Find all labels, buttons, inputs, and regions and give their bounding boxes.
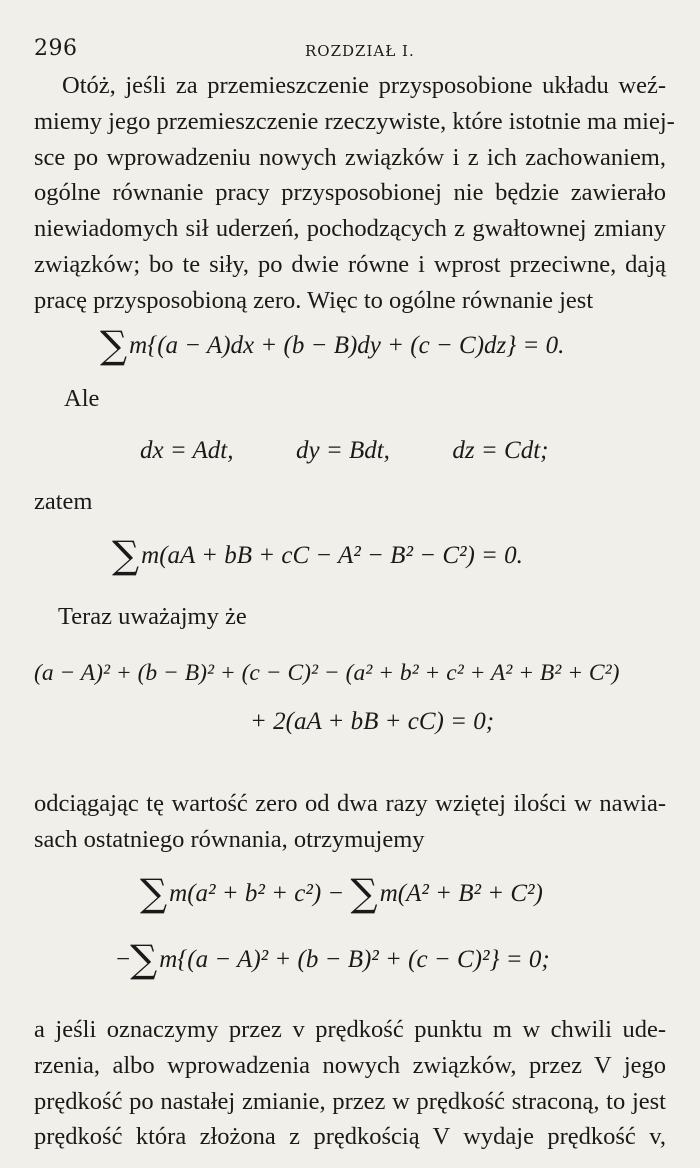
text-line: odciągając tę wartość zero od dwa razy wziętej ilości w nawia- xyxy=(34,790,666,817)
summation-sign: ∑ xyxy=(350,871,378,915)
equation-5a-part2: m(A² + B² + C²) xyxy=(379,880,543,907)
text-line: a jeśli oznaczymy przez v prędkość punktu m w chwili ude- xyxy=(34,1016,666,1043)
paragraph-1 xyxy=(34,68,675,319)
label-ale: Ale xyxy=(64,385,100,412)
text-line: rzenia, albo wprowadzenia nowych związków, przez V jego xyxy=(34,1051,666,1079)
text-line: pracę przysposobioną zero. Więc to ogólne równanie jest xyxy=(34,286,594,314)
equation-5a xyxy=(140,866,543,915)
text-line: prędkość która złożona z prędkością V wydaje prędkość v, xyxy=(34,1123,666,1151)
equation-5b: −∑m{(a − A)² + (b − B)² + (c − C)²} = 0; xyxy=(116,937,550,981)
text-line: związków; bo te siły, po dwie równe i wprost przeciwne, dają xyxy=(34,250,666,278)
text-line: sach ostatniego równania, otrzymujemy xyxy=(34,825,425,853)
running-head: ROZDZIAŁ I. xyxy=(305,42,415,60)
text-line: ogólne równanie pracy przysposobionej nie będzie zawierało xyxy=(34,179,666,207)
equation-4a: (a − A)² + (b − B)² + (c − C)² − (a² + b² + c² + A² + B² + C²) xyxy=(34,660,620,686)
equation-2: dx = Adt, dy = Bdt, dz = Cdt; xyxy=(140,437,549,464)
equation-3 xyxy=(112,528,523,577)
label-teraz: Teraz uważajmy że xyxy=(58,603,247,630)
equation-1 xyxy=(100,318,565,367)
text-line: miemy jego przemieszczenie rzeczywiste, które istotnie ma miej- xyxy=(34,107,675,135)
label-zatem: zatem xyxy=(34,488,93,515)
text-line: Otóż, jeśli za przemieszczenie przysposobione układu weź- xyxy=(62,72,666,99)
equation-4b: + 2(aA + bB + cC) = 0; xyxy=(250,708,495,735)
text-line: prędkość po nastałej zmianie, przez w prędkość straconą, to jest xyxy=(34,1087,666,1115)
summation-sign: ∑ xyxy=(100,323,128,367)
equation-5b-body: m{(a − A)² + (b − B)² + (c − C)²} = 0; xyxy=(159,946,550,973)
equation-1-body: m{(a − A)dx + (b − B)dy + (c − C)dz} = 0. xyxy=(129,332,565,359)
text-line: niewiadomych sił uderzeń, pochodzących z gwałtownej zmiany xyxy=(34,215,666,243)
summation-sign: ∑ xyxy=(130,937,158,981)
summation-sign: ∑ xyxy=(112,533,140,577)
equation-5a-part1: m(a² + b² + c²) − xyxy=(169,880,351,907)
summation-sign: ∑ xyxy=(140,871,168,915)
paragraph-2 xyxy=(34,786,666,858)
text-line: sce po wprowadzeniu nowych związków i z ich zachowaniem, xyxy=(34,143,666,171)
page-number: 296 xyxy=(34,36,78,61)
equation-3-body: m(aA + bB + cC − A² − B² − C²) = 0. xyxy=(141,542,523,569)
paragraph-3 xyxy=(34,1012,666,1155)
